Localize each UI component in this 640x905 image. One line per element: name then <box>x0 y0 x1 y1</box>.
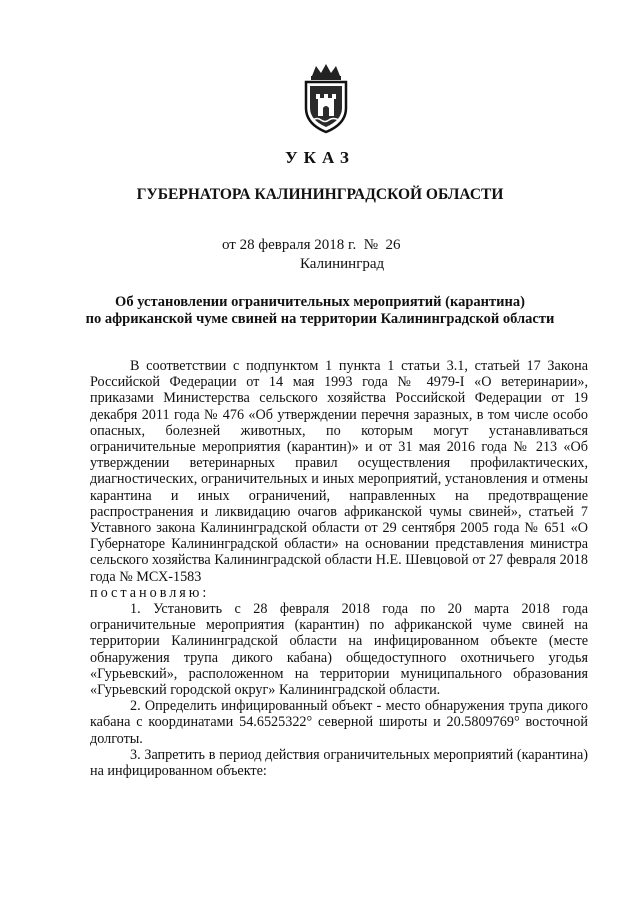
item-3-paragraph: 3. Запретить в период действия ограничительных мероприятий (карантина) на инфицированном объекте: <box>90 746 588 780</box>
issuer-title: ГУБЕРНАТОРА КАЛИНИНГРАДСКОЙ ОБЛАСТИ <box>136 186 504 203</box>
decree-date-number: от 28 февраля 2018 г. № 26 <box>222 237 401 253</box>
decree-word: постановляю: <box>90 584 210 601</box>
subject-line-2: по африканской чуме свиней на территории Калининградской области <box>85 311 555 327</box>
decree-body <box>90 358 588 779</box>
item-1-paragraph: 1. Установить с 28 февраля 2018 года по 20 марта 2018 года ограничительные мероприятия (карантин) по африканской чуме свиней на территории Калининградской области на инфицированном объекте (месте обнаружения трупа дикого кабана) общедоступного охотничьего угодья «Гурьевский», расположенном на территории муниципального образования «Гурьевский городской округ» Калининградской области. <box>90 601 588 699</box>
coat-of-arms-icon <box>300 62 352 134</box>
subject-line-1: Об установлении ограничительных мероприятий (карантина) <box>115 294 525 310</box>
decree-subject <box>0 294 640 328</box>
document-type-title: УКАЗ <box>285 148 355 167</box>
preamble-paragraph: В соответствии с подпунктом 1 пункта 1 статьи 3.1, статьей 17 Закона Российской Федерации от 14 мая 1993 года № 4979-I «О ветеринарии», приказами Министерства сельского хозяйства Российской Федерации от 19 декабря 2011 года № 476 «Об утверждении перечня заразных, в том числе особо опасных, болезней животных, по которым могут устанавливаться ограничительные мероприятия (карантин)» и от 31 мая 2016 года № 213 «Об утверждении ветеринарных правил осуществления профилактических, диагностических, ограничительных и иных мероприятий, установления и отмены карантина и иных ограничений, направленных на предотвращение распространения и ликвидацию очагов африканской чумы свиней», статьей 7 Уставного закона Калининградской области от 29 сентября 2005 года № 651 «О Губернаторе Калининградской области» на основании представления министра сельского хозяйства Калининградской области Н.Е. Шевцовой от 27 февраля 2018 года № МСХ-1583 <box>90 358 588 585</box>
item-2-paragraph: 2. Определить инфицированный объект - место обнаружения трупа дикого кабана с координатами 54.6525322° северной широты и 20.5809769° восточной долготы. <box>90 698 588 747</box>
decree-city: Калининград <box>300 256 385 272</box>
